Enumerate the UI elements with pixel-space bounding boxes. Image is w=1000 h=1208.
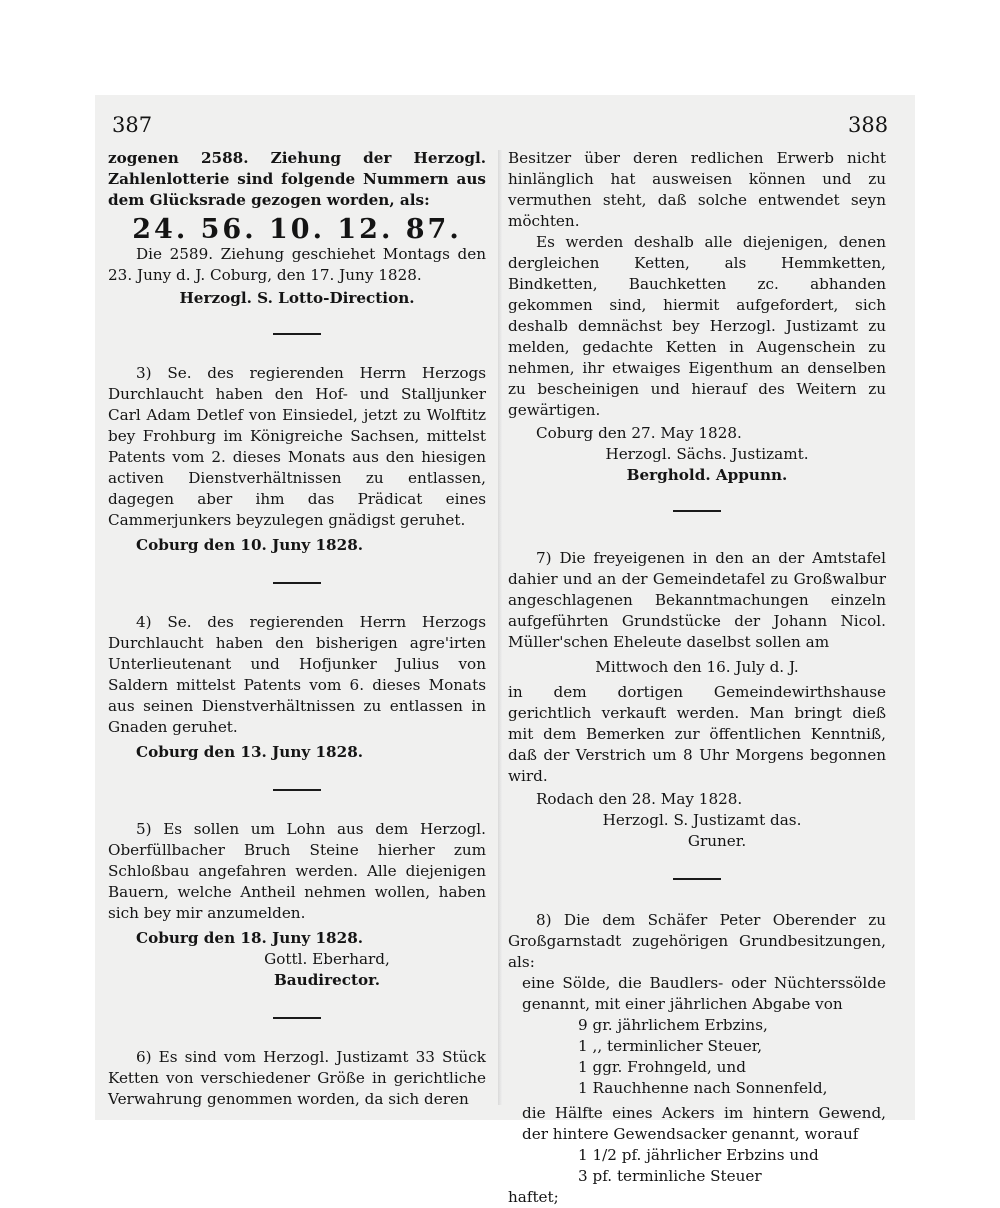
list-item: 9 gr. jährlichem Erbzins, bbox=[578, 1016, 768, 1034]
notice-7-signature-name: Gruner. bbox=[687, 832, 747, 850]
lottery-numbers: 24. 56. 10. 12. 87. bbox=[132, 214, 462, 245]
notice-6-text-2: Es werden deshalb alle diejenigen, denen dergleichen Ketten, als Hemmketten, Bindketten, Bauchketten zc. abhanden gekommen sind, hiermit aufgefordert, sich deshalb demnächst bey Herzogl. Justizamt zu melden, gedachte Ketten in Augenschein zu nehmen, ihr etwaiges Eigenthum an denselben zu bescheinigen und hierauf des Weitern zu gewärtigen. bbox=[508, 233, 886, 419]
list-item: 1 ,, terminlicher Steuer, bbox=[578, 1037, 763, 1055]
notice-6-signature-office: Herzogl. Sächs. Justizamt. bbox=[605, 445, 809, 463]
notice-5-text: 5) Es sollen um Lohn aus dem Herzogl. Oberfüllbacher Bruch Steine hierher zum Schloßbau angefahren werden. Alle diejenigen Bauern, welche Antheil nehmen wollen, haben sich bey mir anzumelden. bbox=[108, 820, 486, 922]
lottery-intro: zogenen 2588. Ziehung der Herzogl. Zahlenlotterie sind folgende Nummern aus dem Glücksrade gezogen worden, als: bbox=[108, 149, 486, 209]
list-item: 1 1/2 pf. jährlicher Erbzins und bbox=[578, 1146, 819, 1164]
notice-5-signature-title: Baudirector. bbox=[273, 971, 381, 989]
notice-6-signature-names: Berghold. Appunn. bbox=[626, 466, 788, 484]
notice-8-item-1: eine Sölde, die Baudlers- oder Nüchterssölde genannt, mit einer jährlichen Abgabe von bbox=[522, 974, 886, 1013]
notice-8-charges-1 bbox=[508, 1015, 886, 1099]
notice-6-continuation: Besitzer über deren redlichen Erwerb nicht hinlänglich hat ausweisen können und zu vermuthen steht, daß solche entwendet seyn möchten. bbox=[508, 149, 886, 230]
notice-3-date: Coburg den 10. Juny 1828. bbox=[136, 536, 364, 554]
notice-6-date: Coburg den 27. May 1828. bbox=[536, 424, 742, 442]
list-item: 1 Rauchhenne nach Sonnenfeld, bbox=[578, 1079, 828, 1097]
left-column bbox=[108, 148, 486, 1110]
right-column bbox=[508, 148, 886, 1208]
notice-4-text: 4) Se. des regierenden Herrn Herzogs Durchlaucht haben den bisherigen agre'irten Unterlieutenant und Hofjunker Julius von Saldern mittelst Patents vom 6. dieses Monats aus seinen Dienstverhältnissen zu entlassen in Gnaden geruhet. bbox=[108, 613, 486, 736]
notice-8-text: 8) Die dem Schäfer Peter Oberender zu Großgarnstadt zugehörigen Grundbesitzungen, als: bbox=[508, 911, 886, 971]
list-item: 3 pf. terminliche Steuer bbox=[578, 1167, 762, 1185]
page-number-left: 387 bbox=[112, 113, 153, 137]
notice-6-text: 6) Es sind vom Herzogl. Justizamt 33 Stück Ketten von verschiedener Größe in gerichtliche Verwahrung genommen worden, da sich deren bbox=[108, 1048, 486, 1108]
notice-7-text: 7) Die freyeigenen in den an der Amtstafel dahier und an der Gemeindetafel zu Großwalbur angeschlagenen Bekanntmachungen einzeln aufgeführten Grundstücke der Johann Nicol. Müller'schen Eheleute daselbst sollen am bbox=[508, 549, 886, 651]
notice-7-date: Rodach den 28. May 1828. bbox=[536, 790, 743, 808]
list-item: 1 ggr. Frohngeld, und bbox=[578, 1058, 746, 1076]
notice-7-auction-day: Mittwoch den 16. July d. J. bbox=[595, 658, 799, 676]
notice-8-end: haftet; bbox=[508, 1188, 559, 1206]
notice-4-date: Coburg den 13. Juny 1828. bbox=[136, 743, 364, 761]
lottery-next-draw: Die 2589. Ziehung geschiehet Montags den 23. Juny d. J. Coburg, den 17. Juny 1828. bbox=[108, 245, 486, 284]
page-number-right: 388 bbox=[848, 113, 889, 137]
notice-5-date: Coburg den 18. Juny 1828. bbox=[136, 929, 364, 947]
notice-7-signature-office: Herzogl. S. Justizamt das. bbox=[602, 811, 802, 829]
lottery-signature: Herzogl. S. Lotto-Direction. bbox=[179, 289, 415, 307]
notice-3-text: 3) Se. des regierenden Herrn Herzogs Durchlaucht haben den Hof- und Stalljunker Carl Adam Detlef von Einsiedel, jetzt zu Wolftitz bey Frohburg im Königreiche Sachsen, mittelst Patents vom 2. dieses Monats aus den hiesigen activen Dienstverhältnissen zu entlassen, dagegen aber ihm das Prädicat eines Cammerjunkers beyzulegen gnädigst geruhet. bbox=[108, 364, 486, 529]
notice-8-item-2: die Hälfte eines Ackers im hintern Gewend, der hintere Gewendsacker genannt, worauf bbox=[522, 1104, 886, 1143]
notice-8-charges-2 bbox=[508, 1145, 886, 1187]
notice-7-text-2: in dem dortigen Gemeindewirthshause gerichtlich verkauft werden. Man bringt dieß mit dem Bemerken zur öffentlichen Kenntniß, daß der Verstrich um 8 Uhr Morgens begonnen wird. bbox=[508, 683, 886, 785]
notice-5-signature-name: Gottl. Eberhard, bbox=[264, 950, 390, 968]
book-gutter bbox=[498, 150, 502, 1105]
